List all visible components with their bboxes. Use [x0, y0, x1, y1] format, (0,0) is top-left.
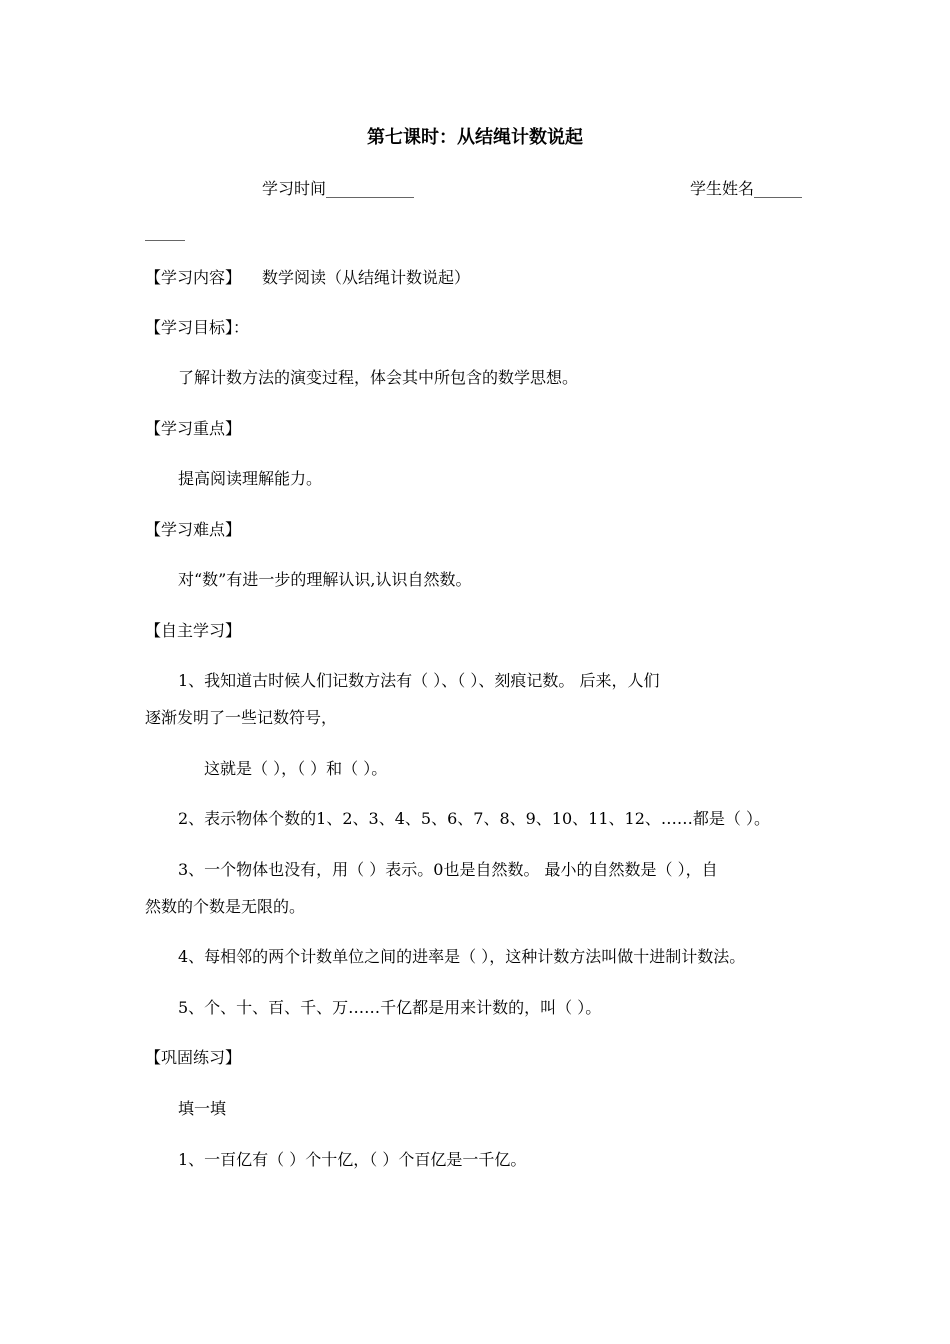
self-study-section-label: 【自主学习】 [145, 621, 242, 640]
difficulty-text: 对“数”有进一步的理解认识,认识自然数。 [178, 570, 472, 589]
student-name-underline-continued: _____ [145, 222, 185, 241]
question-1-line-1: 1、我知道古时候人们记数方法有（ ）、（ ）、刻痕记数。 后来，人们 [178, 671, 660, 690]
question-2: 2、表示物体个数的1、2、3、4、5、6、7、8、9、10、11、12、……都是（ ）。 [178, 809, 770, 828]
key-point-text: 提高阅读理解能力。 [178, 469, 323, 488]
question-1-line-2: 逐渐发明了一些记数符号， [145, 708, 338, 727]
page-title: 第七课时：从结绳计数说起 [367, 127, 583, 148]
key-point-section-label: 【学习重点】 [145, 419, 242, 438]
question-1-line-3: 这就是（ ），（ ）和（ ）。 [204, 759, 388, 778]
student-name-field: 学生姓名______ [690, 179, 803, 198]
difficulty-section-label: 【学习难点】 [145, 520, 242, 539]
study-time-field: 学习时间___________ [262, 179, 415, 198]
question-4: 4、每相邻的两个计数单位之间的进率是（ ），这种计数方法叫做十进制计数法。 [178, 947, 746, 966]
practice-question-1: 1、一百亿有（ ）个十亿，（ ）个百亿是一千亿。 [178, 1150, 527, 1169]
question-5: 5、个、十、百、千、万……千亿都是用来计数的，叫（ ）。 [178, 998, 602, 1017]
question-3-line-2: 然数的个数是无限的。 [145, 897, 306, 916]
content-section-label: 【学习内容】 [145, 268, 242, 287]
content-section-value: 数学阅读（从结绳计数说起） [262, 268, 471, 287]
objective-text: 了解计数方法的演变过程，体会其中所包含的数学思想。 [178, 368, 579, 387]
practice-section-label: 【巩固练习】 [145, 1048, 242, 1067]
objective-section-label: 【学习目标】： [145, 318, 250, 337]
question-3-line-1: 3、一个物体也没有，用（ ）表示。0也是自然数。 最小的自然数是（ ），自 [178, 860, 718, 879]
practice-subheading: 填一填 [178, 1099, 227, 1118]
